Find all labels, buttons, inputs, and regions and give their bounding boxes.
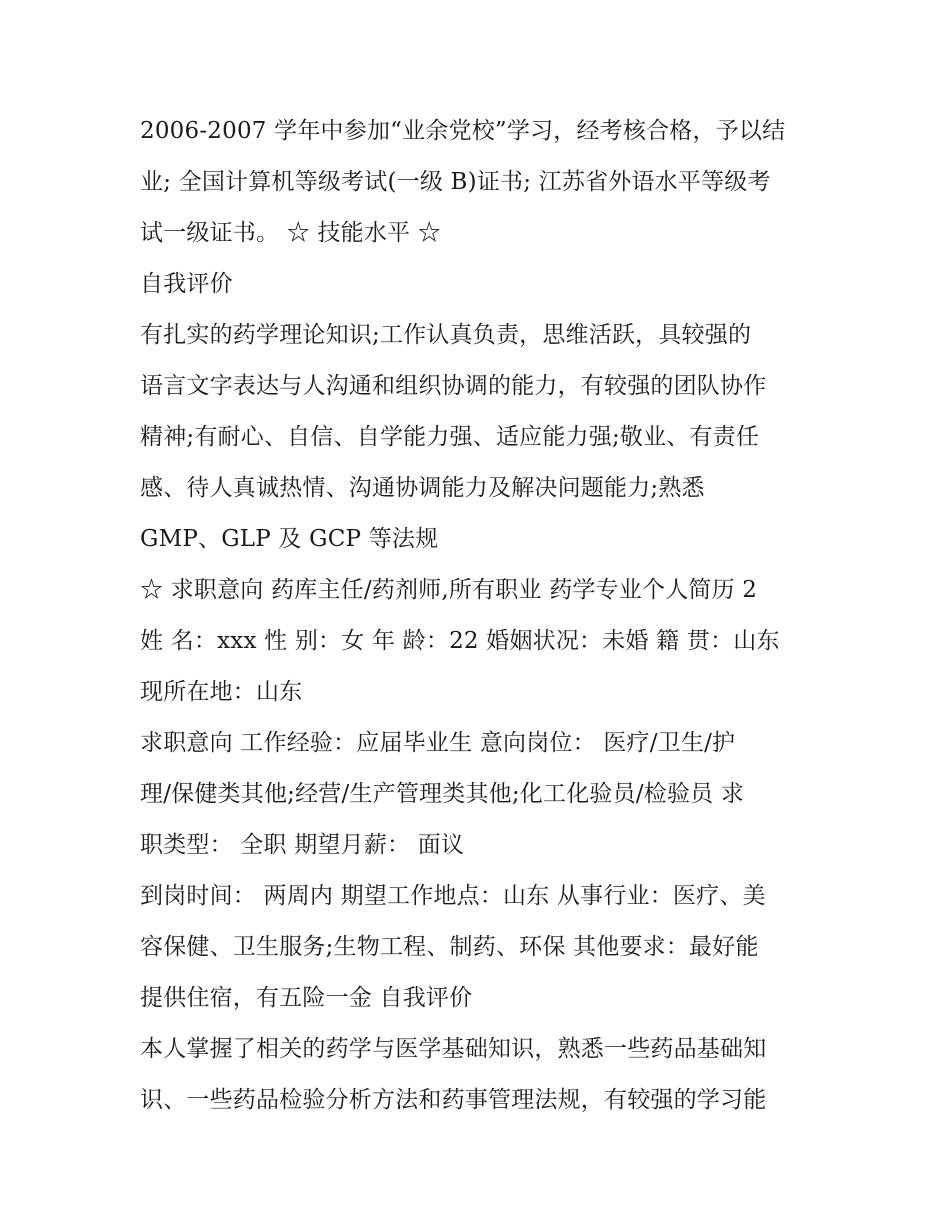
text-line: 2006-2007 学年中参加“业余党校”学习，经考核合格，予以结 bbox=[140, 118, 786, 144]
text-line: ☆ 求职意向 药库主任/药剂师,所有职业 药学专业个人简历 2 bbox=[140, 577, 758, 603]
text-line: 姓 名：xxx 性 别：女 年 龄：22 婚姻状况：未婚 籍 贯：山东 bbox=[140, 628, 780, 654]
text-line: 到岗时间： 两周内 期望工作地点：山东 从事行业：医疗、美 bbox=[140, 883, 766, 909]
section-heading-self-evaluation: 自我评价 bbox=[140, 271, 233, 297]
text-line: 识、一些药品检验分析方法和药事管理法规，有较强的学习能 bbox=[140, 1087, 767, 1113]
text-line: 有扎实的药学理论知识;工作认真负责，思维活跃，具较强的 bbox=[140, 322, 752, 348]
text-line: 理/保健类其他;经营/生产管理类其他;化工化验员/检验员 求 bbox=[140, 781, 745, 807]
text-line: 现所在地：山东 bbox=[140, 679, 303, 705]
text-line: GMP、GLP 及 GCP 等法规 bbox=[140, 526, 439, 552]
text-line: 精神;有耐心、自信、自学能力强、适应能力强;敬业、有责任 bbox=[140, 424, 760, 450]
text-line: 语言文字表达与人沟通和组织协调的能力，有较强的团队协作 bbox=[140, 373, 767, 399]
text-line: 容保健、卫生服务;生物工程、制药、环保 其他要求：最好能 bbox=[140, 934, 759, 960]
text-line: 职类型： 全职 期望月薪： 面议 bbox=[140, 832, 465, 858]
text-line: 感、待人真诚热情、沟通协调能力及解决问题能力;熟悉 bbox=[140, 475, 705, 501]
text-line: 本人掌握了相关的药学与医学基础知识，熟悉一些药品基础知 bbox=[140, 1036, 767, 1062]
text-line: 求职意向 工作经验：应届毕业生 意向岗位： 医疗/卫生/护 bbox=[140, 730, 736, 756]
document-body bbox=[140, 106, 830, 1126]
text-line: 提供住宿，有五险一金 自我评价 bbox=[140, 985, 473, 1011]
text-line: 业; 全国计算机等级考试(一级 B)证书; 江苏省外语水平等级考 bbox=[140, 169, 771, 195]
text-line: 试一级证书。 ☆ 技能水平 ☆ bbox=[140, 220, 441, 246]
